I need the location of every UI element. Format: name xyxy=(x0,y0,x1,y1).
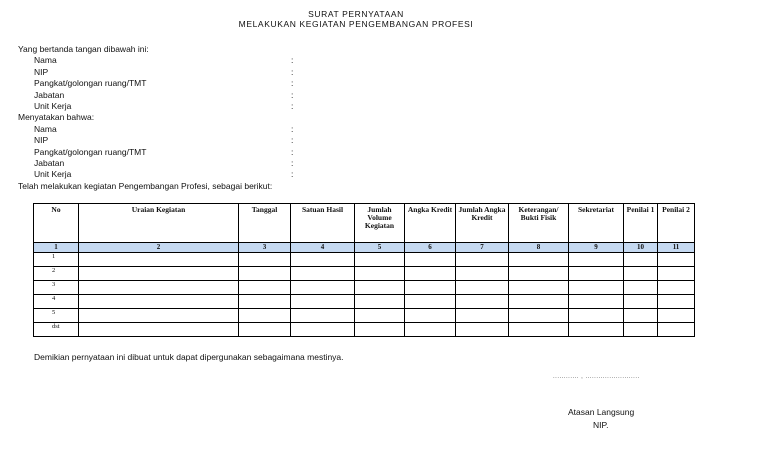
table-cell xyxy=(569,309,624,323)
table-cell xyxy=(509,323,569,337)
field-label-unit-kerja-2: Unit Kerja xyxy=(34,169,72,179)
table-cell xyxy=(239,323,291,337)
table-cell xyxy=(658,253,695,267)
table-cell xyxy=(658,309,695,323)
table-cell xyxy=(509,267,569,281)
table-cell xyxy=(405,281,456,295)
header-tanggal: Tanggal xyxy=(239,204,291,243)
table-cell xyxy=(239,295,291,309)
table-row xyxy=(34,253,695,267)
table-cell xyxy=(79,309,239,323)
table-cell xyxy=(355,281,405,295)
document-title: SURAT PERNYATAAN xyxy=(308,9,404,19)
table-cell xyxy=(509,309,569,323)
place-date-line: ............ , ......................... xyxy=(553,374,640,380)
table-row xyxy=(34,267,695,281)
table-cell xyxy=(291,323,355,337)
activity-intro: Telah melakukan kegiatan Pengembangan Profesi, sebagai berikut: xyxy=(18,181,273,191)
header-satuan-hasil: Satuan Hasil xyxy=(291,204,355,243)
document-subtitle: MELAKUKAN KEGIATAN PENGEMBANGAN PROFESI xyxy=(238,19,474,29)
table-cell xyxy=(624,309,658,323)
header-no: No xyxy=(34,204,79,243)
table-cell xyxy=(355,323,405,337)
field-label-pangkat-2: Pangkat/golongan ruang/TMT xyxy=(34,147,147,157)
field-colon: : xyxy=(291,158,294,168)
table-cell xyxy=(79,267,239,281)
table-cell xyxy=(79,253,239,267)
column-number-row xyxy=(34,243,695,253)
table-cell xyxy=(658,281,695,295)
table-cell xyxy=(569,295,624,309)
field-colon: : xyxy=(291,135,294,145)
table-header-row xyxy=(34,204,695,243)
field-colon: : xyxy=(291,169,294,179)
column-number: 11 xyxy=(658,243,695,253)
field-colon: : xyxy=(291,67,294,77)
header-uraian-kegiatan: Uraian Kegiatan xyxy=(79,204,239,243)
table-cell xyxy=(405,309,456,323)
header-sekretariat: Sekretariat xyxy=(569,204,624,243)
column-number: 10 xyxy=(624,243,658,253)
header-penilai-2: Penilai 2 xyxy=(658,204,695,243)
row-number: 2 xyxy=(34,267,79,281)
table-row xyxy=(34,323,695,337)
header-angka-kredit: Angka Kredit xyxy=(405,204,456,243)
table-cell xyxy=(291,281,355,295)
table-cell xyxy=(79,295,239,309)
field-colon: : xyxy=(291,101,294,111)
table-row xyxy=(34,309,695,323)
table-cell xyxy=(624,295,658,309)
table-cell xyxy=(509,253,569,267)
table-cell xyxy=(456,309,509,323)
column-number: 5 xyxy=(355,243,405,253)
header-penilai-1: Penilai 1 xyxy=(624,204,658,243)
column-number: 8 xyxy=(509,243,569,253)
table-cell xyxy=(624,281,658,295)
row-number: 4 xyxy=(34,295,79,309)
signer-nip-label: NIP. xyxy=(593,420,609,430)
table-cell xyxy=(79,323,239,337)
signer-title: Atasan Langsung xyxy=(568,407,635,417)
field-colon: : xyxy=(291,90,294,100)
table-cell xyxy=(658,295,695,309)
table-cell xyxy=(291,309,355,323)
closing-statement: Demikian pernyataan ini dibuat untuk dapat dipergunakan sebagaimana mestinya. xyxy=(34,352,344,362)
table-cell xyxy=(291,253,355,267)
column-number: 9 xyxy=(569,243,624,253)
field-label-nama-1: Nama xyxy=(34,55,57,65)
table-cell xyxy=(624,267,658,281)
table-cell xyxy=(355,309,405,323)
section2-intro: Menyatakan bahwa: xyxy=(18,112,95,122)
table-cell xyxy=(355,295,405,309)
column-number: 6 xyxy=(405,243,456,253)
header-keterangan: Keterangan/ Bukti Fisik xyxy=(509,204,569,243)
section1-intro: Yang bertanda tangan dibawah ini: xyxy=(18,44,149,54)
table-cell xyxy=(456,295,509,309)
table-row xyxy=(34,295,695,309)
column-number: 1 xyxy=(34,243,79,253)
field-label-jabatan-1: Jabatan xyxy=(34,90,65,100)
column-number: 4 xyxy=(291,243,355,253)
field-colon: : xyxy=(291,78,294,88)
field-label-pangkat-1: Pangkat/golongan ruang/TMT xyxy=(34,78,147,88)
table-cell xyxy=(509,281,569,295)
table-cell xyxy=(569,323,624,337)
field-colon: : xyxy=(291,147,294,157)
table-cell xyxy=(291,295,355,309)
table-cell xyxy=(658,267,695,281)
row-number: 3 xyxy=(34,281,79,295)
table-cell xyxy=(405,267,456,281)
table-cell xyxy=(239,253,291,267)
header-jumlah-volume: Jumlah Volume Kegiatan xyxy=(355,204,405,243)
table-cell xyxy=(569,267,624,281)
header-jumlah-angka-kredit: Jumlah Angka Kredit xyxy=(456,204,509,243)
column-number: 3 xyxy=(239,243,291,253)
field-colon: : xyxy=(291,55,294,65)
row-number: 5 xyxy=(34,309,79,323)
table-cell xyxy=(624,323,658,337)
table-cell xyxy=(291,267,355,281)
table-cell xyxy=(456,267,509,281)
row-number: dst xyxy=(34,323,79,337)
activity-table xyxy=(33,203,695,337)
field-label-nama-2: Nama xyxy=(34,124,57,134)
table-cell xyxy=(239,309,291,323)
table-cell xyxy=(405,253,456,267)
table-cell xyxy=(509,295,569,309)
row-number: 1 xyxy=(34,253,79,267)
field-label-nip-1: NIP xyxy=(34,67,49,77)
table-cell xyxy=(405,295,456,309)
table-cell xyxy=(355,267,405,281)
field-label-nip-2: NIP xyxy=(34,135,49,145)
table-cell xyxy=(658,323,695,337)
column-number: 2 xyxy=(79,243,239,253)
table-cell xyxy=(569,253,624,267)
table-row xyxy=(34,281,695,295)
column-number: 7 xyxy=(456,243,509,253)
table-cell xyxy=(355,253,405,267)
field-label-jabatan-2: Jabatan xyxy=(34,158,65,168)
table-cell xyxy=(239,281,291,295)
table-cell xyxy=(405,323,456,337)
table-cell xyxy=(239,267,291,281)
field-label-unit-kerja-1: Unit Kerja xyxy=(34,101,72,111)
table-cell xyxy=(456,323,509,337)
table-cell xyxy=(79,281,239,295)
table-cell xyxy=(569,281,624,295)
table-cell xyxy=(456,281,509,295)
field-colon: : xyxy=(291,124,294,134)
table-cell xyxy=(624,253,658,267)
table-cell xyxy=(456,253,509,267)
